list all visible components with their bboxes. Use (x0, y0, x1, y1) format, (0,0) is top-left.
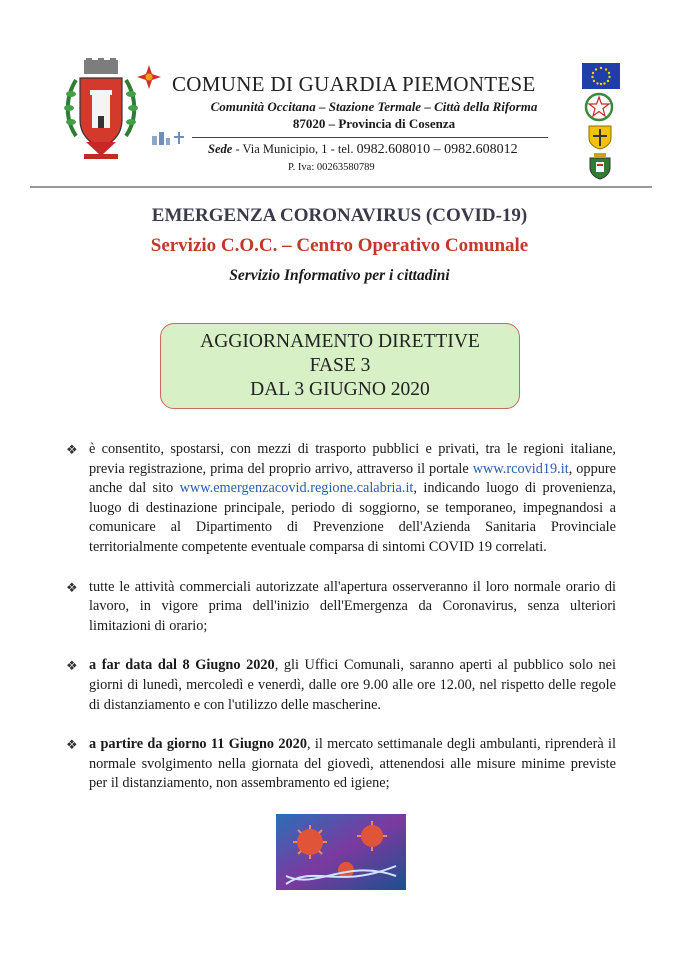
list-item: ❖ a partire da giorno 11 Giugno 2020, il mercato settimanale degli ambulanti, riprenderà il normale svolgimento nella giornata del giovedì, attenendosi alle misure minime previste per il distanziamento, non assembramento ed igiene; (66, 736, 616, 792)
occitan-cross-icon (136, 64, 162, 90)
list-item: ❖ a far data dal 8 Giugno 2020, gli Uffici Comunali, saranno aperti al pubblico solo nei giorni di lunedì, mercoledì e venerdì, dalle ore 9.00 alle ore 12.00, nel rispetto delle regole di distanziamento e con l'utilizzo delle mascherine. (66, 657, 616, 713)
regional-shield-icon (586, 124, 614, 150)
municipal-crest-icon (62, 58, 140, 166)
header-rule (192, 137, 548, 138)
phone-numbers: 0982.608010 – 0982.608012 (356, 142, 518, 157)
emergency-heading: EMERGENZA CORONAVIRUS (COVID-19) (151, 205, 528, 226)
list-item: ❖ tutte le attività commerciali autorizzate all'apertura osserveranno il loro normale orario di lavoro, in vigore prima dell'inizio dell'Emergenza da Coronavirus, senza ulteriori limitazioni di orario; (66, 578, 616, 634)
bullet-star-icon: ❖ (66, 658, 78, 674)
small-logo-icon (150, 128, 188, 148)
box-line-1: AGGIORNAMENTO DIRETTIVE (200, 331, 480, 352)
address-text: - Via Municipio, 1 - tel. (232, 142, 357, 156)
directives-list (66, 440, 616, 814)
bullet-star-icon: ❖ (66, 579, 78, 595)
directive-update-box (160, 323, 520, 409)
bullet-star-icon: ❖ (66, 442, 78, 457)
eu-flag-icon (582, 63, 620, 89)
contact-address (208, 142, 518, 158)
italian-republic-emblem-icon (582, 92, 616, 122)
address-label: Sede (208, 142, 233, 156)
municipality-title: COMUNE DI GUARDIA PIEMONTESE (172, 72, 536, 96)
provincial-shield-icon (586, 152, 614, 180)
rcovid-link[interactable]: www.rcovid19.it (472, 460, 569, 477)
bullet-star-icon: ❖ (66, 737, 78, 753)
list-item: ❖ è consentito, spostarsi, con mezzi di trasporto pubblici e privati, tra le regioni italiane, previa registrazione, prima del proprio arrivo, attraverso il portale www.rcovid19.it, oppure anche dal sito www.emergenzacovid.regione.calabria.it, indicando luogo di provenienza, luogo di destinazione principale, periodo di soggiorno, se temporaneo, impegnandosi a comunicare al Dipartimento di Prevenzione dell'Azienda Sanitaria Provinciale territorialmente competente eventuale comparsa di sintomi COVID 19 correlati. (66, 441, 616, 555)
community-subtitle: Comunità Occitana – Stazione Termale – Città della Riforma (210, 99, 538, 114)
box-line-2: FASE 3 (309, 355, 371, 376)
regione-calabria-link[interactable]: www.emergenzacovid.regione.calabria.it (179, 480, 414, 497)
coronavirus-illustration-icon (276, 814, 406, 890)
vat-number: P. Iva: 00263580789 (288, 162, 375, 173)
info-service-heading: Servizio Informativo per i cittadini (229, 267, 450, 284)
box-line-3: DAL 3 GIUGNO 2020 (250, 379, 430, 400)
postal-province: 87020 – Provincia di Cosenza (292, 116, 456, 131)
header-divider (30, 186, 652, 188)
coc-service-heading: Servizio C.O.C. – Centro Operativo Comunale (150, 235, 529, 256)
